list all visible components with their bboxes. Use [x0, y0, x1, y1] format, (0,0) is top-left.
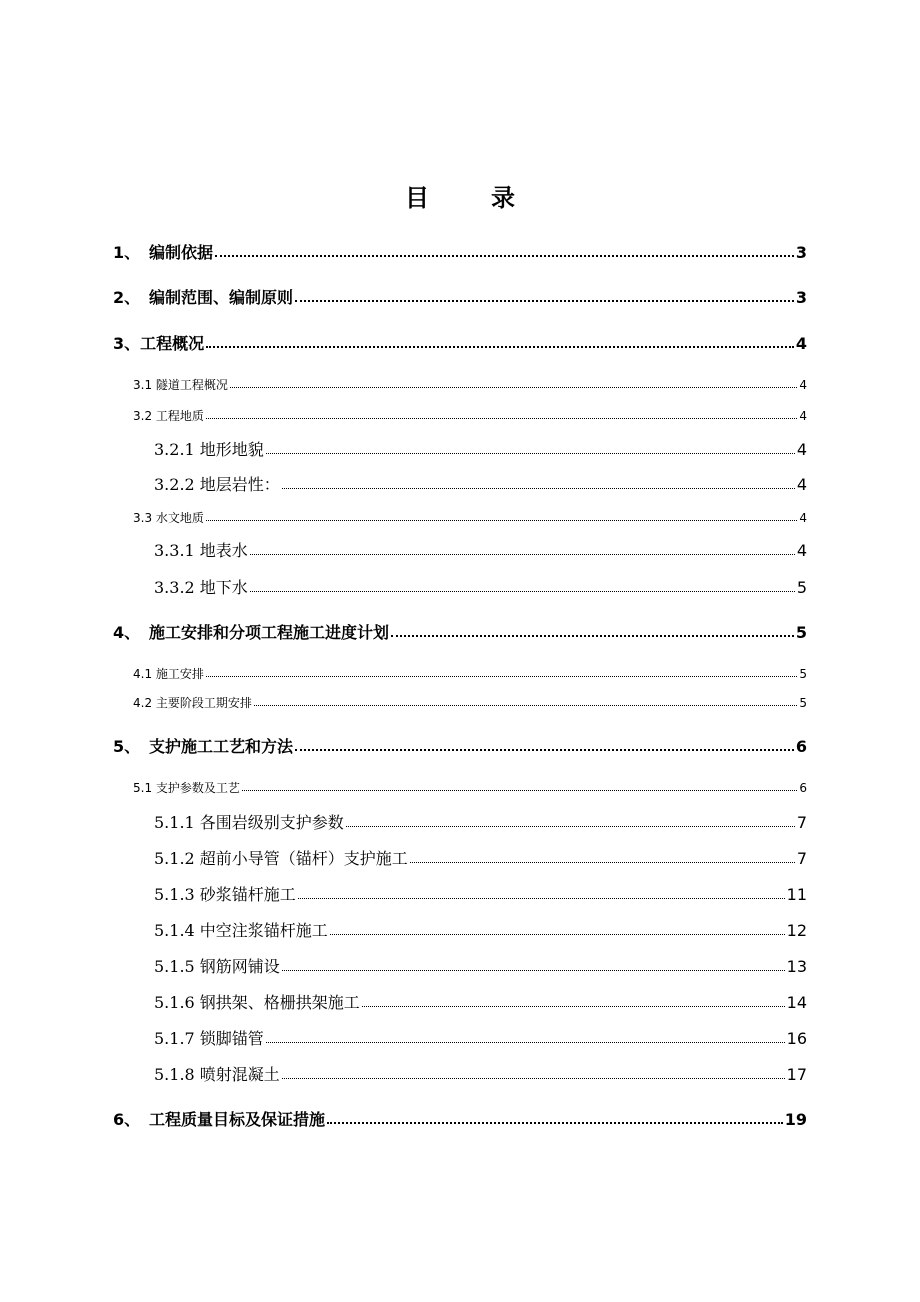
toc-entry-3-1[interactable] — [133, 376, 807, 392]
toc-entry-5-1-5[interactable] — [154, 954, 807, 976]
toc-entry-3-2[interactable] — [133, 407, 807, 423]
toc-page-number: 4 — [799, 378, 807, 392]
toc-leader-dots — [206, 418, 797, 419]
toc-page-number: 7 — [796, 849, 807, 868]
toc-entry-text: 5.1.8 喷射混凝土 — [154, 1065, 280, 1084]
toc-entry-5-1[interactable] — [133, 779, 807, 795]
toc-page-number: 5 — [796, 578, 807, 597]
toc-leader-dots — [327, 1122, 783, 1124]
toc-entry-4[interactable] — [113, 620, 807, 642]
toc-entry-number: 2、 — [113, 288, 141, 307]
toc-entry-text: 4.1 施工安排 — [133, 667, 204, 681]
toc-entry-6[interactable] — [113, 1107, 807, 1129]
toc-entry-text: 3.2 工程地质 — [133, 409, 204, 423]
toc-entry-text: 3.2.1 地形地貌 — [154, 440, 264, 459]
toc-entry-text: 工程质量目标及保证措施 — [149, 1110, 326, 1129]
toc-leader-dots — [206, 520, 797, 521]
toc-entry-1[interactable] — [113, 240, 807, 262]
toc-entry-number: 6、 — [113, 1110, 141, 1129]
toc-page-number: 3 — [795, 243, 807, 262]
toc-leader-dots — [254, 705, 797, 706]
toc-entry-3-2-2[interactable] — [154, 472, 807, 494]
toc-entry-3-3-1[interactable] — [154, 538, 807, 560]
toc-entry-number: 5、 — [113, 737, 141, 756]
toc-leader-dots — [298, 898, 785, 899]
toc-entry-text: 支护施工工艺和方法 — [149, 737, 294, 756]
toc-entry-text: 施工安排和分项工程施工进度计划 — [149, 623, 390, 642]
toc-entry-text: 5.1.1 各围岩级别支护参数 — [154, 813, 344, 832]
toc-leader-dots — [362, 1006, 785, 1007]
toc-leader-dots — [266, 1042, 785, 1043]
toc-page-number: 5 — [799, 696, 807, 710]
toc-entry-5-1-6[interactable] — [154, 990, 807, 1012]
toc-entry-text: 3.3.1 地表水 — [154, 541, 248, 560]
toc-entry-5-1-1[interactable] — [154, 810, 807, 832]
toc-page-number: 16 — [786, 1029, 807, 1048]
toc-leader-dots — [282, 970, 785, 971]
toc-leader-dots — [330, 934, 785, 935]
toc-entry-5[interactable] — [113, 734, 807, 756]
toc-leader-dots — [295, 749, 794, 751]
toc-page-number: 5 — [799, 667, 807, 681]
toc-page-number: 4 — [799, 511, 807, 525]
toc-page-number: 5 — [795, 623, 807, 642]
toc-entry-5-1-7[interactable] — [154, 1026, 807, 1048]
toc-entry-4-1[interactable] — [133, 665, 807, 681]
toc-page-number: 11 — [786, 885, 807, 904]
toc-page-number: 6 — [795, 737, 807, 756]
toc-entry-3-2-1[interactable] — [154, 437, 807, 459]
toc-entry-text: 编制依据 — [149, 243, 214, 262]
toc-entry-5-1-3[interactable] — [154, 882, 807, 904]
toc-page-number: 4 — [799, 409, 807, 423]
toc-leader-dots — [282, 1078, 785, 1079]
toc-leader-dots — [266, 453, 795, 454]
toc-page-number: 14 — [786, 993, 807, 1012]
toc-page-number: 3 — [795, 288, 807, 307]
toc-page-number: 4 — [795, 334, 807, 353]
toc-leader-dots — [282, 488, 795, 489]
toc-leader-dots — [295, 300, 794, 302]
toc-entry-text: 3.3.2 地下水 — [154, 578, 248, 597]
toc-entry-text: 5.1.6 钢拱架、格栅拱架施工 — [154, 993, 360, 1012]
toc-page-number: 17 — [786, 1065, 807, 1084]
toc-entry-3[interactable] — [113, 331, 807, 353]
toc-entry-5-1-8[interactable] — [154, 1062, 807, 1084]
toc-leader-dots — [206, 676, 797, 677]
toc-page-number: 13 — [786, 957, 807, 976]
toc-page-number: 7 — [796, 813, 807, 832]
toc-page-number: 6 — [799, 781, 807, 795]
toc-leader-dots — [230, 387, 797, 388]
toc-leader-dots — [391, 635, 794, 637]
toc-entry-number: 1、 — [113, 243, 141, 262]
toc-leader-dots — [242, 790, 797, 791]
toc-entry-text: 5.1.5 钢筋网铺设 — [154, 957, 280, 976]
toc-entry-text: 3.1 隧道工程概况 — [133, 378, 228, 392]
toc-leader-dots — [215, 255, 794, 257]
toc-page-number: 4 — [796, 541, 807, 560]
toc-entry-text: 5.1.2 超前小导管（锚杆）支护施工 — [154, 849, 408, 868]
toc-entry-text: 3.3 水文地质 — [133, 511, 204, 525]
toc-entry-2[interactable] — [113, 285, 807, 307]
toc-entry-text: 5.1 支护参数及工艺 — [133, 781, 240, 795]
toc-entry-text: 5.1.4 中空注浆锚杆施工 — [154, 921, 328, 940]
toc-entry-text: 5.1.7 锁脚锚管 — [154, 1029, 264, 1048]
toc-page-number: 12 — [786, 921, 807, 940]
toc-leader-dots — [250, 591, 795, 592]
toc-entry-text: 5.1.3 砂浆锚杆施工 — [154, 885, 296, 904]
toc-entry-3-3-2[interactable] — [154, 575, 807, 597]
toc-title — [0, 178, 920, 213]
toc-entry-text: 编制范围、编制原则 — [149, 288, 294, 307]
toc-title-char-1: 目 — [405, 183, 429, 212]
toc-page-number: 4 — [796, 475, 807, 494]
toc-entry-number: 4、 — [113, 623, 141, 642]
toc-title-char-2: 录 — [491, 183, 515, 212]
toc-leader-dots — [410, 862, 795, 863]
toc-entry-number: 3、 — [113, 334, 141, 353]
toc-leader-dots — [250, 554, 795, 555]
toc-entry-4-2[interactable] — [133, 694, 807, 710]
toc-entry-3-3[interactable] — [133, 509, 807, 525]
toc-entry-5-1-2[interactable] — [154, 846, 807, 868]
toc-leader-dots — [346, 826, 795, 827]
toc-entry-text: 工程概况 — [140, 334, 205, 353]
toc-entry-5-1-4[interactable] — [154, 918, 807, 940]
toc-page-number: 4 — [796, 440, 807, 459]
toc-page-number: 19 — [784, 1110, 807, 1129]
toc-leader-dots — [206, 346, 794, 348]
toc-entry-text: 3.2.2 地层岩性： — [154, 475, 280, 494]
toc-entry-text: 4.2 主要阶段工期安排 — [133, 696, 252, 710]
